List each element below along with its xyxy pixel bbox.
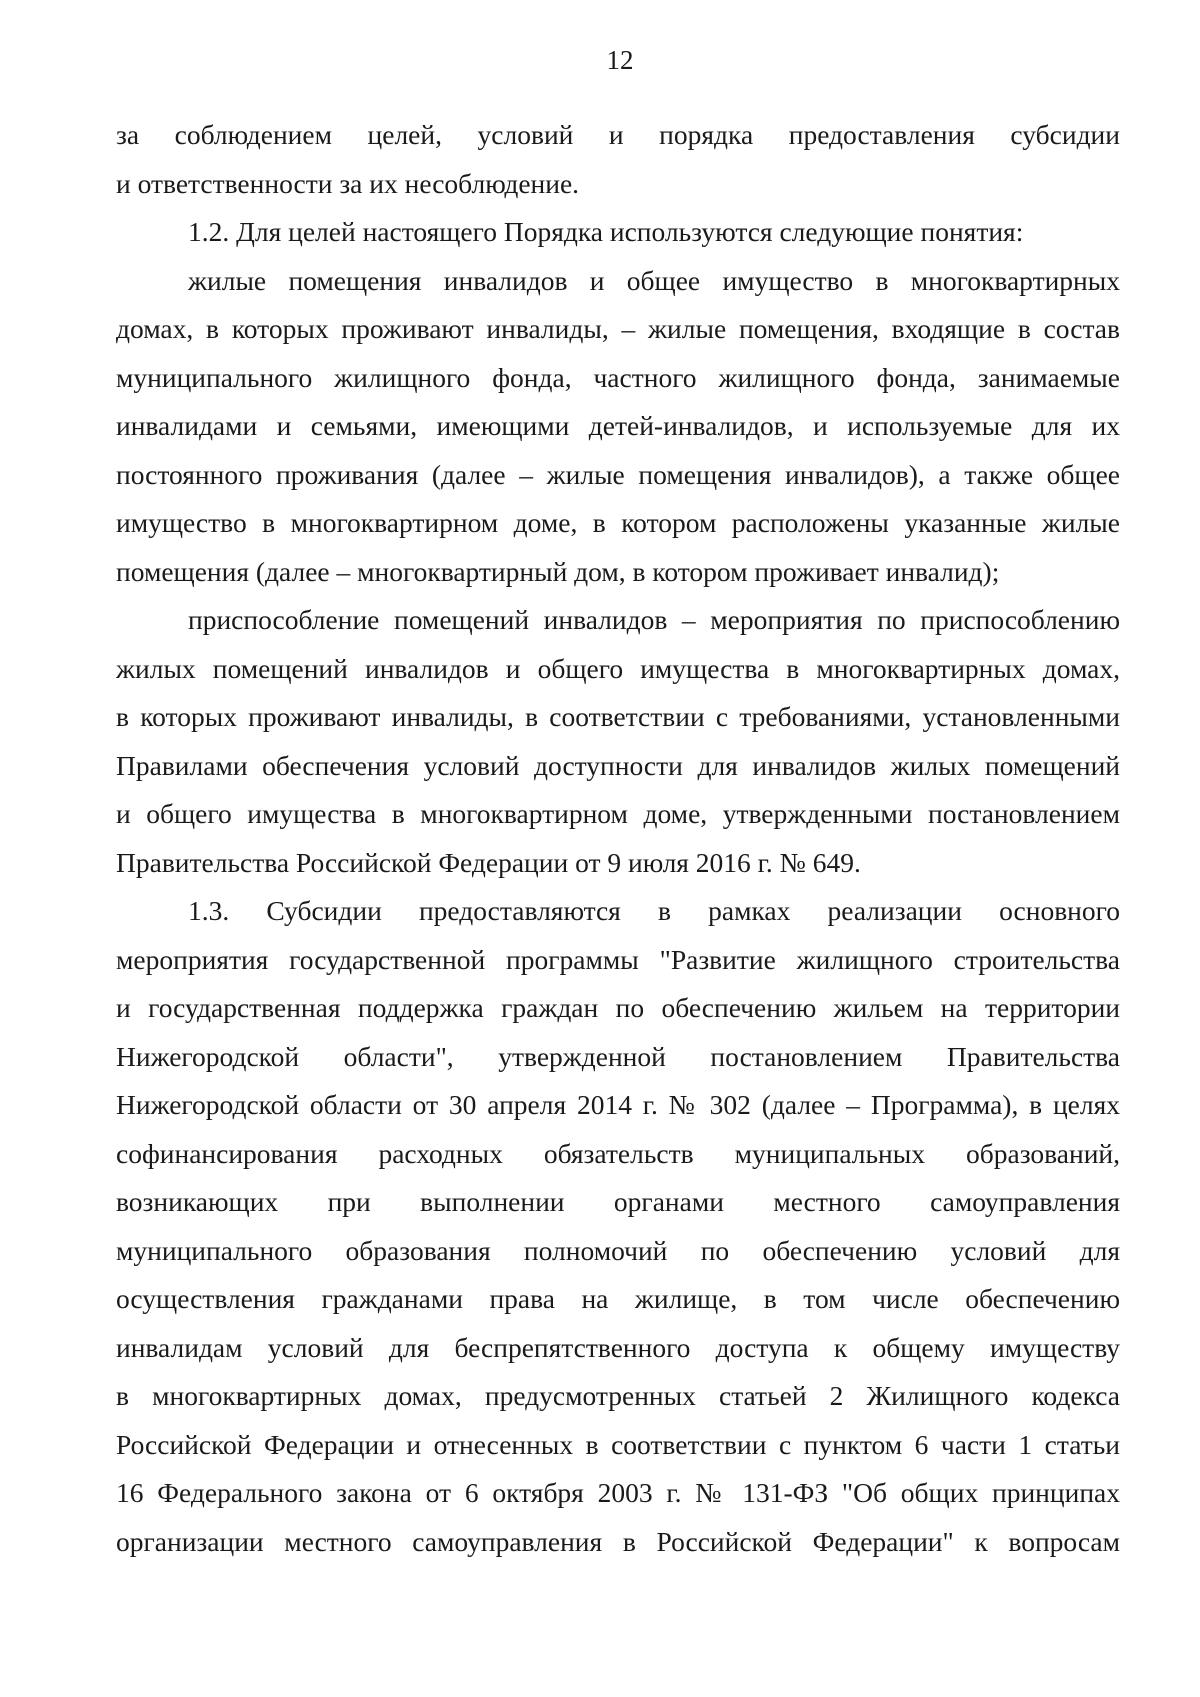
document-body (116, 111, 1120, 1566)
text-line: мероприятия государственной программы "Развитие жилищного строительства (116, 943, 1120, 975)
text-line: жилые помещения инвалидов и общее имущество в многоквартирных (188, 264, 1120, 296)
text-line: возникающих при выполнении органами местного самоуправления (116, 1186, 1120, 1217)
text-line: осуществления гражданами права на жилище, в том числе обеспечению (116, 1283, 1120, 1314)
text-line: имущество в многоквартирном доме, в котором расположены указанные жилые (116, 507, 1120, 538)
text-line: Российской Федерации и отнесенных в соответствии с пунктом 6 части 1 статьи (116, 1428, 1120, 1460)
text-line: Правительства Российской Федерации от 9 июля 2016 г. № 649. (116, 846, 861, 878)
text-line: за соблюдением целей, условий и порядка предоставления субсидии (116, 119, 1120, 150)
text-line: в которых проживают инвалиды, в соответствии с требованиями, установленными (116, 701, 1120, 732)
text-line: 16 Федерального закона от 6 октября 2003 г. № 131-ФЗ "Об общих принципах (116, 1477, 1120, 1508)
text-line: Нижегородской области от 30 апреля 2014 г. № 302 (далее – Программа), в целях (116, 1089, 1120, 1120)
text-line: муниципального жилищного фонда, частного жилищного фонда, занимаемые (116, 361, 1120, 393)
text-line: инвалидами и семьями, имеющими детей-инвалидов, и используемые для их (116, 410, 1120, 441)
text-line: Нижегородской области", утвержденной постановлением Правительства (116, 1040, 1120, 1072)
text-line: и общего имущества в многоквартирном доме, утвержденными постановлением (116, 798, 1120, 829)
text-line: организации местного самоуправления в Российской Федерации" к вопросам (116, 1525, 1120, 1557)
text-line: 1.3. Субсидии предоставляются в рамках реализации основного (188, 895, 1120, 926)
text-line: 1.2. Для целей настоящего Порядка используются следующие понятия: (188, 216, 1024, 247)
text-line: и ответственности за их несоблюдение. (116, 167, 580, 199)
text-line: в многоквартирных домах, предусмотренных статьей 2 Жилищного кодекса (116, 1380, 1120, 1411)
text-line: инвалидам условий для беспрепятственного доступа к общему имуществу (116, 1331, 1120, 1363)
text-line: муниципального образования полномочий по обеспечению условий для (116, 1234, 1120, 1266)
text-line: Правилами обеспечения условий доступности для инвалидов жилых помещений (116, 749, 1120, 781)
text-line: помещения (далее – многоквартирный дом, в котором проживает инвалид); (116, 555, 1000, 587)
text-line: домах, в которых проживают инвалиды, – жилые помещения, входящие в состав (116, 313, 1120, 344)
text-line: приспособление помещений инвалидов – мероприятия по приспособлению (188, 604, 1120, 635)
text-line: и государственная поддержка граждан по обеспечению жильем на территории (116, 992, 1120, 1023)
text-line: жилых помещений инвалидов и общего имущества в многоквартирных домах, (116, 652, 1120, 684)
text-line: софинансирования расходных обязательств муниципальных образований, (116, 1137, 1120, 1169)
text-line: постоянного проживания (далее – жилые помещения инвалидов), а также общее (116, 458, 1120, 490)
page-number: 12 (606, 45, 634, 75)
